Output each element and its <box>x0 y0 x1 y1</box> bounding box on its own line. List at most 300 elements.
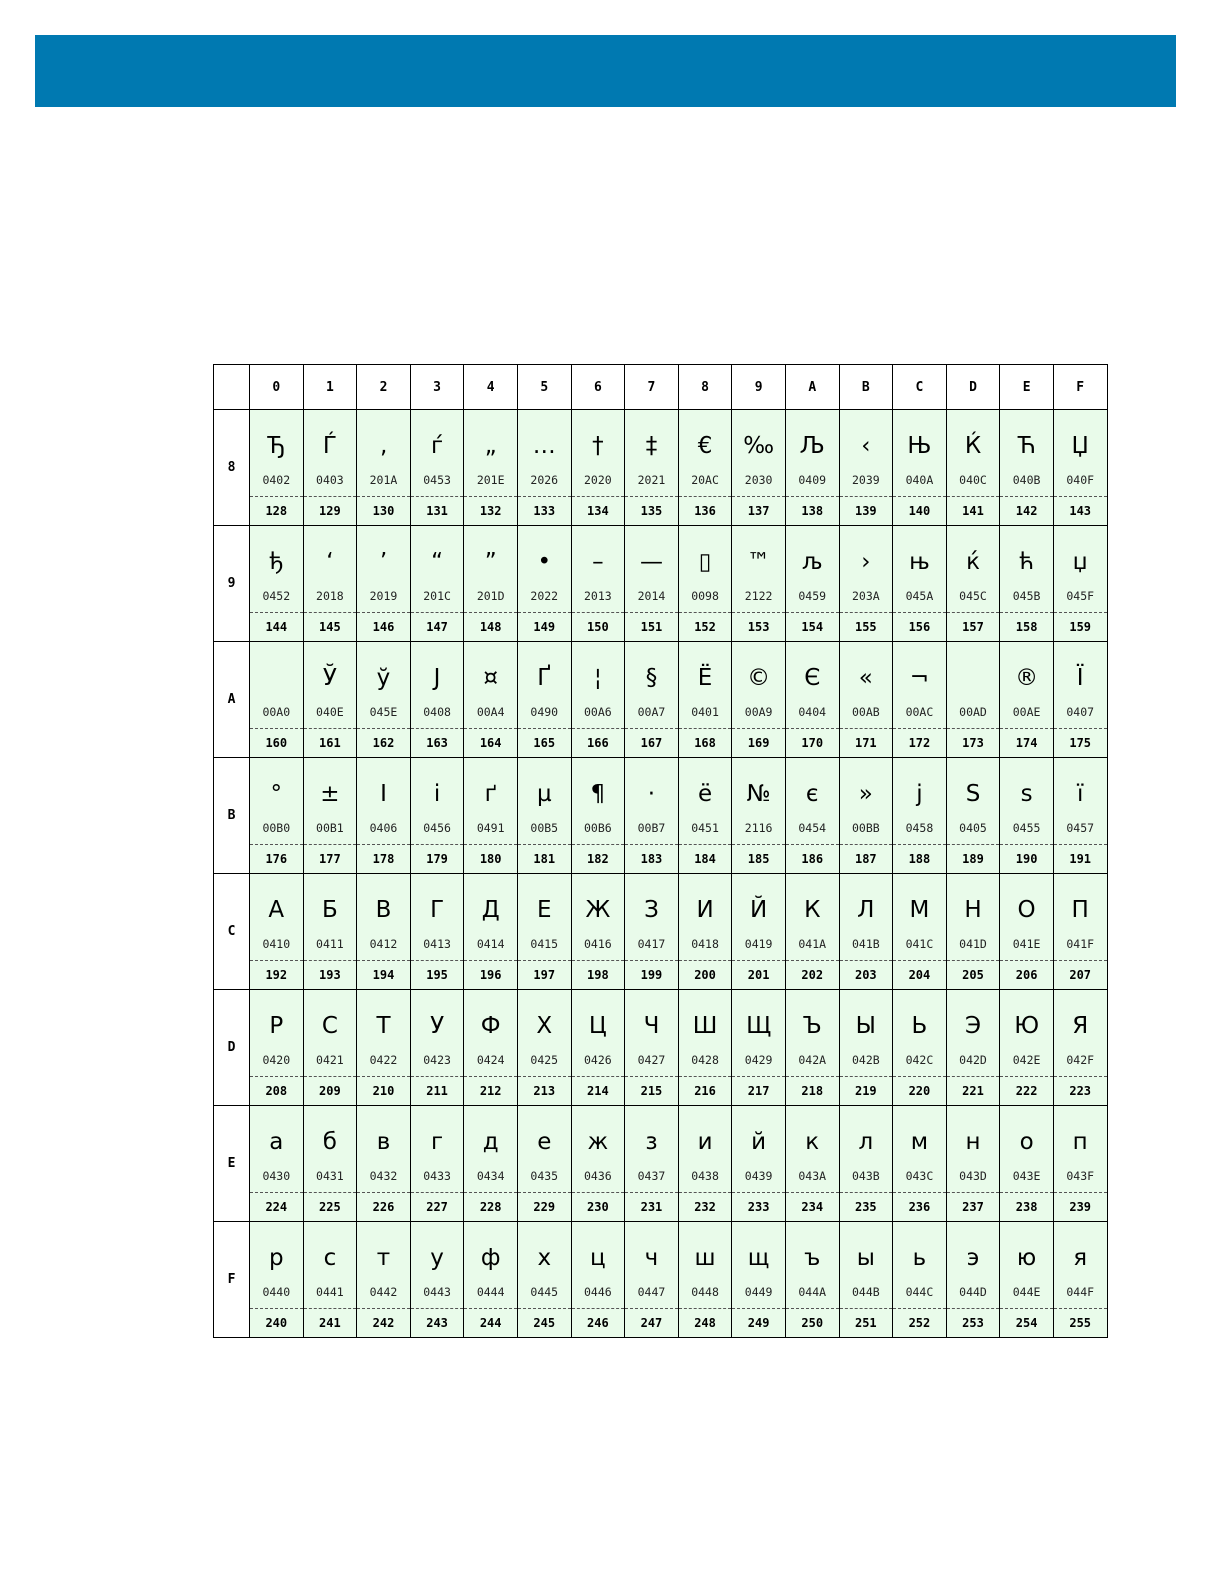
unicode-code: 041B <box>851 937 880 951</box>
decimal-value: 158 <box>1015 620 1038 634</box>
dashed-divider <box>1054 1308 1107 1309</box>
unicode-code: 0430 <box>262 1169 291 1183</box>
char-glyph: я <box>1073 1245 1088 1271</box>
corner-cell <box>214 365 250 410</box>
char-cell <box>625 758 679 874</box>
unicode-code: 201E <box>476 473 505 487</box>
dashed-divider <box>411 496 464 497</box>
dashed-divider <box>304 612 357 613</box>
dashed-divider <box>732 612 785 613</box>
char-cell <box>625 874 679 990</box>
char-glyph: Ж <box>585 897 611 923</box>
char-glyph: ± <box>320 781 340 807</box>
unicode-code: 0402 <box>262 473 291 487</box>
unicode-code: 042E <box>1012 1053 1041 1067</box>
dashed-divider <box>947 612 1000 613</box>
char-cell <box>250 1222 304 1338</box>
char-cell <box>410 1106 464 1222</box>
table-row <box>214 990 1108 1106</box>
dashed-divider <box>947 728 1000 729</box>
char-cell <box>946 874 1000 990</box>
dashed-divider <box>518 1192 571 1193</box>
char-cell <box>839 526 893 642</box>
decimal-value: 167 <box>640 736 663 750</box>
char-glyph: ® <box>1015 665 1039 691</box>
dashed-divider <box>893 1192 946 1193</box>
unicode-code: 0426 <box>584 1053 612 1067</box>
unicode-code: 0490 <box>530 705 559 719</box>
dashed-divider <box>357 1192 410 1193</box>
unicode-code: 0433 <box>423 1169 451 1183</box>
char-cell <box>303 642 357 758</box>
decimal-value: 203 <box>854 968 877 982</box>
unicode-code: 00B0 <box>262 821 291 835</box>
decimal-value: 209 <box>319 1084 341 1098</box>
char-glyph: © <box>747 665 771 691</box>
column-header: F <box>1053 365 1107 410</box>
char-cell <box>839 642 893 758</box>
char-glyph: ▯ <box>698 549 712 575</box>
char-glyph: » <box>858 781 873 807</box>
unicode-code: 041C <box>905 937 934 951</box>
dashed-divider <box>947 1192 1000 1193</box>
char-glyph: Ы <box>855 1013 876 1039</box>
char-cell <box>785 1106 839 1222</box>
dashed-divider <box>1000 1308 1053 1309</box>
dashed-divider <box>250 496 303 497</box>
decimal-value: 177 <box>319 852 341 866</box>
char-glyph: ° <box>270 781 283 807</box>
unicode-code: 0437 <box>637 1169 666 1183</box>
dashed-divider <box>625 960 678 961</box>
decimal-value: 196 <box>479 968 502 982</box>
unicode-code: 044C <box>905 1285 934 1299</box>
decimal-value: 170 <box>801 736 824 750</box>
decimal-value: 218 <box>801 1084 824 1098</box>
dashed-divider <box>732 496 785 497</box>
unicode-code: 0453 <box>423 473 451 487</box>
char-cell <box>571 874 625 990</box>
char-cell <box>1053 410 1107 526</box>
dashed-divider <box>304 1308 357 1309</box>
dashed-divider <box>1000 728 1053 729</box>
char-cell <box>625 526 679 642</box>
column-header: E <box>1000 365 1054 410</box>
char-cell <box>1053 642 1107 758</box>
decimal-value: 135 <box>640 504 663 518</box>
char-glyph: Є <box>804 665 821 691</box>
column-header: 0 <box>250 365 304 410</box>
dashed-divider <box>1000 960 1053 961</box>
table-row <box>214 526 1108 642</box>
dashed-divider <box>250 1308 303 1309</box>
decimal-value: 215 <box>640 1084 663 1098</box>
decimal-value: 130 <box>372 504 395 518</box>
char-glyph: № <box>746 781 771 807</box>
dashed-divider <box>625 612 678 613</box>
char-cell <box>357 758 411 874</box>
dashed-divider <box>572 496 625 497</box>
char-cell <box>1000 874 1054 990</box>
row-header: F <box>214 1222 250 1338</box>
char-cell <box>571 990 625 1106</box>
decimal-value: 152 <box>694 620 716 634</box>
char-glyph: ¶ <box>590 781 606 807</box>
char-glyph: Г <box>430 897 445 923</box>
unicode-code: 043A <box>798 1169 827 1183</box>
decimal-value: 228 <box>479 1200 502 1214</box>
unicode-code: 0441 <box>316 1285 344 1299</box>
dashed-divider <box>464 960 517 961</box>
unicode-code: 2026 <box>530 473 559 487</box>
char-cell <box>893 642 947 758</box>
char-glyph: ц <box>590 1245 606 1271</box>
char-glyph: ы <box>856 1245 875 1271</box>
unicode-code: 0458 <box>905 821 934 835</box>
row-header: C <box>214 874 250 990</box>
char-cell <box>946 526 1000 642</box>
decimal-value: 227 <box>426 1200 448 1214</box>
dashed-divider <box>572 1076 625 1077</box>
dashed-divider <box>464 1076 517 1077</box>
char-cell <box>1000 1222 1054 1338</box>
char-glyph: ‰ <box>743 433 775 459</box>
char-cell <box>946 990 1000 1106</box>
char-glyph: д <box>482 1129 499 1155</box>
row-header: A <box>214 642 250 758</box>
unicode-code: 044A <box>798 1285 827 1299</box>
char-glyph: ь <box>912 1245 927 1271</box>
column-header: A <box>785 365 839 410</box>
char-glyph: л <box>858 1129 874 1155</box>
decimal-value: 142 <box>1015 504 1038 518</box>
char-glyph: Ў <box>322 665 337 691</box>
dashed-divider <box>250 844 303 845</box>
char-glyph: љ <box>801 549 823 575</box>
unicode-code: 0456 <box>423 821 451 835</box>
decimal-value: 224 <box>265 1200 288 1214</box>
char-cell <box>250 410 304 526</box>
char-glyph: Ц <box>588 1013 607 1039</box>
decimal-value: 233 <box>747 1200 770 1214</box>
dashed-divider <box>304 1192 357 1193</box>
dashed-divider <box>1054 1076 1107 1077</box>
decimal-value: 197 <box>533 968 556 982</box>
char-glyph: ѓ <box>431 433 444 459</box>
decimal-value: 206 <box>1015 968 1038 982</box>
char-cell <box>678 1106 732 1222</box>
char-glyph: ґ <box>484 781 497 807</box>
unicode-code: 043F <box>1066 1169 1095 1183</box>
dashed-divider <box>679 1308 732 1309</box>
dashed-divider <box>411 844 464 845</box>
char-glyph: Т <box>376 1013 391 1039</box>
char-cell <box>625 410 679 526</box>
char-glyph: Ш <box>692 1013 718 1039</box>
decimal-value: 193 <box>319 968 341 982</box>
char-glyph: З <box>644 897 659 923</box>
decimal-value: 211 <box>426 1084 448 1098</box>
char-glyph: ѕ <box>1020 781 1033 807</box>
unicode-code: 0435 <box>530 1169 559 1183</box>
unicode-code: 042B <box>851 1053 880 1067</box>
unicode-code: 00B7 <box>637 821 666 835</box>
table-row <box>214 758 1108 874</box>
dashed-divider <box>411 1076 464 1077</box>
char-glyph: Р <box>269 1013 284 1039</box>
decimal-value: 222 <box>1015 1084 1038 1098</box>
char-glyph: ж <box>587 1129 609 1155</box>
unicode-code: 043E <box>1012 1169 1041 1183</box>
decimal-value: 201 <box>747 968 770 982</box>
char-glyph: щ <box>747 1245 770 1271</box>
decimal-value: 133 <box>533 504 556 518</box>
dashed-divider <box>572 612 625 613</box>
char-glyph: Ф <box>480 1013 501 1039</box>
char-cell <box>571 1106 625 1222</box>
char-cell <box>839 874 893 990</box>
unicode-code: 0418 <box>691 937 719 951</box>
char-cell <box>839 990 893 1106</box>
decimal-value: 230 <box>587 1200 609 1214</box>
dashed-divider <box>250 612 303 613</box>
dashed-divider <box>357 1076 410 1077</box>
char-cell <box>303 410 357 526</box>
dashed-divider <box>572 728 625 729</box>
decimal-value: 248 <box>694 1316 716 1330</box>
row-header: 9 <box>214 526 250 642</box>
decimal-value: 166 <box>587 736 609 750</box>
char-glyph: ћ <box>1019 549 1035 575</box>
char-glyph: ™ <box>747 549 771 575</box>
char-cell <box>517 1106 571 1222</box>
decimal-value: 186 <box>801 852 824 866</box>
char-cell <box>785 758 839 874</box>
char-cell <box>732 1106 786 1222</box>
dashed-divider <box>893 1308 946 1309</box>
unicode-code: 0452 <box>262 589 291 603</box>
char-glyph: њ <box>909 549 930 575</box>
decimal-value: 132 <box>479 504 502 518</box>
dashed-divider <box>893 844 946 845</box>
decimal-value: 172 <box>908 736 931 750</box>
char-cell <box>1000 758 1054 874</box>
char-glyph: Ю <box>1014 1013 1040 1039</box>
unicode-code: 040E <box>316 705 344 719</box>
char-glyph: Д <box>481 897 500 923</box>
unicode-code: 0423 <box>423 1053 451 1067</box>
char-glyph: ” <box>484 549 497 575</box>
char-cell <box>250 990 304 1106</box>
char-glyph: ф <box>480 1245 501 1271</box>
char-glyph: р <box>268 1245 284 1271</box>
dashed-divider <box>840 1076 893 1077</box>
char-cell <box>1000 642 1054 758</box>
char-cell <box>410 410 464 526</box>
char-glyph: € <box>697 433 713 459</box>
char-cell <box>732 758 786 874</box>
dashed-divider <box>732 844 785 845</box>
decimal-value: 174 <box>1015 736 1038 750</box>
char-cell <box>625 642 679 758</box>
dashed-divider <box>732 1192 785 1193</box>
char-glyph: и <box>697 1129 713 1155</box>
dashed-divider <box>464 728 517 729</box>
char-cell <box>303 1106 357 1222</box>
unicode-code: 00BB <box>851 821 880 835</box>
table-row <box>214 410 1108 526</box>
dashed-divider <box>625 1076 678 1077</box>
table-row <box>214 1222 1108 1338</box>
dashed-divider <box>1054 612 1107 613</box>
unicode-code: 0420 <box>262 1053 291 1067</box>
decimal-value: 243 <box>426 1316 448 1330</box>
char-cell <box>410 1222 464 1338</box>
decimal-value: 184 <box>694 852 716 866</box>
unicode-code: 045F <box>1066 589 1095 603</box>
unicode-code: 0431 <box>316 1169 344 1183</box>
char-cell <box>839 1106 893 1222</box>
decimal-value: 157 <box>962 620 984 634</box>
dashed-divider <box>947 960 1000 961</box>
dashed-divider <box>1054 960 1107 961</box>
char-cell <box>893 410 947 526</box>
unicode-code: 0449 <box>744 1285 773 1299</box>
unicode-code: 0455 <box>1012 821 1041 835</box>
dashed-divider <box>840 844 893 845</box>
unicode-code: 00A4 <box>476 705 505 719</box>
unicode-code: 0432 <box>369 1169 398 1183</box>
char-cell <box>946 642 1000 758</box>
decimal-value: 232 <box>694 1200 716 1214</box>
char-glyph: ‡ <box>645 433 658 459</box>
unicode-code: 00AC <box>905 705 934 719</box>
char-cell <box>250 642 304 758</box>
char-cell <box>1053 1222 1107 1338</box>
unicode-code: 0409 <box>798 473 827 487</box>
unicode-code: 044E <box>1012 1285 1041 1299</box>
char-cell <box>303 990 357 1106</box>
char-glyph: ч <box>644 1245 659 1271</box>
decimal-value: 247 <box>640 1316 663 1330</box>
char-cell <box>357 990 411 1106</box>
char-glyph: ў <box>376 665 391 691</box>
unicode-code: 2014 <box>637 589 666 603</box>
char-cell <box>839 1222 893 1338</box>
unicode-code: 0442 <box>369 1285 398 1299</box>
dashed-divider <box>464 1192 517 1193</box>
dashed-divider <box>518 728 571 729</box>
char-cell <box>946 758 1000 874</box>
dashed-divider <box>1054 496 1107 497</box>
char-cell <box>678 1222 732 1338</box>
unicode-code: 00A9 <box>744 705 773 719</box>
unicode-code: 042D <box>959 1053 987 1067</box>
unicode-code: 0413 <box>423 937 451 951</box>
decimal-value: 229 <box>533 1200 556 1214</box>
dashed-divider <box>304 844 357 845</box>
decimal-value: 134 <box>587 504 609 518</box>
unicode-code: 0421 <box>316 1053 344 1067</box>
dashed-divider <box>1054 844 1107 845</box>
unicode-code: 041A <box>798 937 827 951</box>
unicode-code: 0434 <box>476 1169 505 1183</box>
char-cell <box>464 1222 518 1338</box>
char-glyph: н <box>965 1129 981 1155</box>
char-glyph: › <box>861 549 871 575</box>
char-cell <box>357 410 411 526</box>
unicode-code: 20AC <box>691 473 719 487</box>
column-header: 6 <box>571 365 625 410</box>
decimal-value: 219 <box>854 1084 877 1098</box>
char-cell <box>678 758 732 874</box>
char-cell <box>1053 874 1107 990</box>
char-cell <box>625 1222 679 1338</box>
decimal-value: 214 <box>587 1084 609 1098</box>
char-cell <box>1053 990 1107 1106</box>
char-glyph: ‹ <box>861 433 871 459</box>
dashed-divider <box>357 844 410 845</box>
decimal-value: 213 <box>533 1084 556 1098</box>
column-header: 8 <box>678 365 732 410</box>
unicode-code: 043D <box>959 1169 987 1183</box>
decimal-value: 204 <box>908 968 931 982</box>
char-cell <box>357 642 411 758</box>
dashed-divider <box>786 496 839 497</box>
char-glyph: Љ <box>799 433 825 459</box>
dashed-divider <box>304 1076 357 1077</box>
unicode-code: 0447 <box>637 1285 666 1299</box>
char-glyph: Ч <box>643 1013 660 1039</box>
unicode-code: 0414 <box>476 937 505 951</box>
decimal-value: 128 <box>265 504 288 518</box>
decimal-value: 181 <box>533 852 556 866</box>
char-cell <box>678 526 732 642</box>
char-cell <box>571 410 625 526</box>
char-glyph: Ђ <box>267 433 286 459</box>
char-cell <box>410 990 464 1106</box>
char-glyph: ¬ <box>909 665 930 691</box>
dashed-divider <box>250 960 303 961</box>
decimal-value: 143 <box>1069 504 1092 518</box>
dashed-divider <box>304 728 357 729</box>
unicode-code: 041E <box>1012 937 1041 951</box>
unicode-code: 044B <box>851 1285 880 1299</box>
unicode-code: 0408 <box>423 705 451 719</box>
decimal-value: 239 <box>1069 1200 1092 1214</box>
dashed-divider <box>625 1192 678 1193</box>
char-glyph: г <box>431 1129 444 1155</box>
char-cell <box>464 642 518 758</box>
char-glyph: Ґ <box>537 665 552 691</box>
unicode-code: 042F <box>1066 1053 1095 1067</box>
dashed-divider <box>786 844 839 845</box>
dashed-divider <box>679 496 732 497</box>
char-glyph: у <box>430 1245 444 1271</box>
dashed-divider <box>947 496 1000 497</box>
char-glyph: ’ <box>379 549 388 575</box>
unicode-code: 0428 <box>691 1053 719 1067</box>
dashed-divider <box>518 1308 571 1309</box>
decimal-value: 245 <box>533 1316 556 1330</box>
decimal-value: 155 <box>854 620 877 634</box>
dashed-divider <box>840 1308 893 1309</box>
unicode-code: 045A <box>905 589 934 603</box>
decimal-value: 241 <box>319 1316 341 1330</box>
unicode-code: 0411 <box>316 937 344 951</box>
unicode-code: 0448 <box>691 1285 719 1299</box>
row-header: E <box>214 1106 250 1222</box>
